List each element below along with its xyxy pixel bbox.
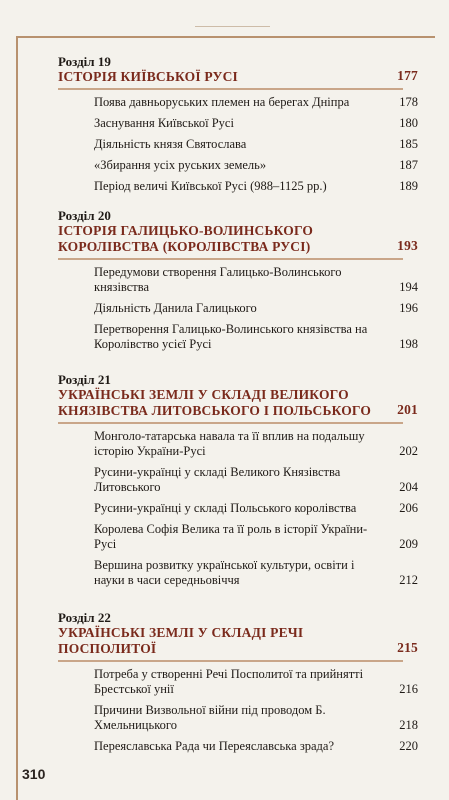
entry-page: 218 xyxy=(399,718,418,732)
entry-text: Русини-українці у складі Великого Князівства Литовського xyxy=(94,465,341,494)
entry-text: Русини-українці у складі Польського королівства xyxy=(94,501,357,515)
chapter-page: 177 xyxy=(397,68,418,83)
entry-page: 180 xyxy=(399,116,418,130)
toc-entry[interactable] xyxy=(94,739,418,754)
toc-entry[interactable] xyxy=(94,558,418,588)
entry-page: 198 xyxy=(399,337,418,351)
entry-page: 209 xyxy=(399,537,418,551)
entry-list xyxy=(94,429,418,588)
toc-entry[interactable] xyxy=(94,522,418,552)
entry-text: Діяльність князя Святослава xyxy=(94,137,247,151)
entry-page: 212 xyxy=(399,573,418,587)
toc-entry[interactable] xyxy=(94,265,418,295)
entry-text: Поява давньоруських племен на берегах Дніпра xyxy=(94,95,350,109)
chapter-label: Розділ 21 xyxy=(58,372,111,387)
entry-list xyxy=(94,667,418,754)
chapter-rule xyxy=(58,660,403,662)
chapter-rule xyxy=(58,258,403,260)
entry-page: 220 xyxy=(399,739,418,753)
toc-entry[interactable] xyxy=(94,429,418,459)
entry-text: Заснування Київської Русі xyxy=(94,116,234,130)
toc-entry[interactable] xyxy=(94,116,418,131)
entry-page: 185 xyxy=(399,137,418,151)
chapter-title[interactable] xyxy=(58,223,418,255)
chapter-title-text: ІСТОРІЯ ГАЛИЦЬКО-ВОЛИНСЬКОГО КОРОЛІВСТВА (КОРОЛІВСТВА РУСІ) xyxy=(58,223,314,254)
page-number: 310 xyxy=(22,766,46,782)
chapter-label: Розділ 20 xyxy=(58,208,111,223)
toc-entry[interactable] xyxy=(94,465,418,495)
chapter-page: 193 xyxy=(397,238,418,253)
toc-entry[interactable] xyxy=(94,501,418,516)
chapter-page: 201 xyxy=(397,402,418,417)
entry-text: Потреба у створенні Речі Посполитої та прийнятті Брестської унії xyxy=(94,667,364,696)
entry-text: Передумови створення Галицько-Волинського князівства xyxy=(94,265,342,294)
entry-text: Діяльність Данила Галицького xyxy=(94,301,257,315)
entry-list xyxy=(94,265,418,352)
top-rule xyxy=(18,36,435,38)
entry-page: 178 xyxy=(399,95,418,109)
chapter-title-text: ІСТОРІЯ КИЇВСЬКОЇ РУСІ xyxy=(58,69,238,84)
chapter-rule xyxy=(58,422,403,424)
entry-text: Переяславська Рада чи Переяславська зрада? xyxy=(94,739,335,753)
entry-text: Монголо-татарська навала та її вплив на подальшу історію України-Русі xyxy=(94,429,365,458)
entry-page: 202 xyxy=(399,444,418,458)
chapter-22 xyxy=(58,610,418,760)
entry-page: 196 xyxy=(399,301,418,315)
toc-entry[interactable] xyxy=(94,137,418,152)
entry-text: «Збирання усіх руських земель» xyxy=(94,158,267,172)
entry-text: Перетворення Галицько-Волинського князівства на Королівство усієї Русі xyxy=(94,322,368,351)
toc-entry[interactable] xyxy=(94,322,418,352)
chapter-title[interactable] xyxy=(58,387,418,419)
entry-page: 194 xyxy=(399,280,418,294)
entry-page: 216 xyxy=(399,682,418,696)
entry-page: 204 xyxy=(399,480,418,494)
chapter-21 xyxy=(58,372,418,594)
entry-text: Королева Софія Велика та її роль в історії України-Русі xyxy=(94,522,368,551)
entry-list xyxy=(94,95,418,194)
entry-page: 187 xyxy=(399,158,418,172)
toc-entry[interactable] xyxy=(94,95,418,110)
toc-entry[interactable] xyxy=(94,158,418,173)
left-margin-rule xyxy=(16,36,18,800)
chapter-label: Розділ 19 xyxy=(58,54,111,69)
top-header-tab xyxy=(195,0,270,27)
toc-entry[interactable] xyxy=(94,301,418,316)
toc-entry[interactable] xyxy=(94,703,418,733)
toc-entry[interactable] xyxy=(94,667,418,697)
chapter-label: Розділ 22 xyxy=(58,610,111,625)
chapter-title[interactable] xyxy=(58,625,418,657)
entry-page: 206 xyxy=(399,501,418,515)
chapter-19 xyxy=(58,54,418,200)
chapter-title[interactable] xyxy=(58,69,418,85)
entry-text: Вершина розвитку української культури, освіти і науки в часи середньовіччя xyxy=(94,558,355,587)
entry-page: 189 xyxy=(399,179,418,193)
chapter-title-text: УКРАЇНСЬКІ ЗЕМЛІ У СКЛАДІ ВЕЛИКОГО КНЯЗІВСТВА ЛИТОВСЬКОГО І ПОЛЬСЬКОГО xyxy=(58,387,372,418)
entry-text: Причини Визвольної війни під проводом Б. Хмельницького xyxy=(94,703,326,732)
entry-text: Період величі Київської Русі (988–1125 рр.) xyxy=(94,179,327,193)
chapter-rule xyxy=(58,88,403,90)
chapter-title-text: УКРАЇНСЬКІ ЗЕМЛІ У СКЛАДІ РЕЧІ ПОСПОЛИТОЇ xyxy=(58,625,304,656)
chapter-page: 215 xyxy=(397,640,418,655)
chapter-20 xyxy=(58,208,418,358)
toc-entry[interactable] xyxy=(94,179,418,194)
